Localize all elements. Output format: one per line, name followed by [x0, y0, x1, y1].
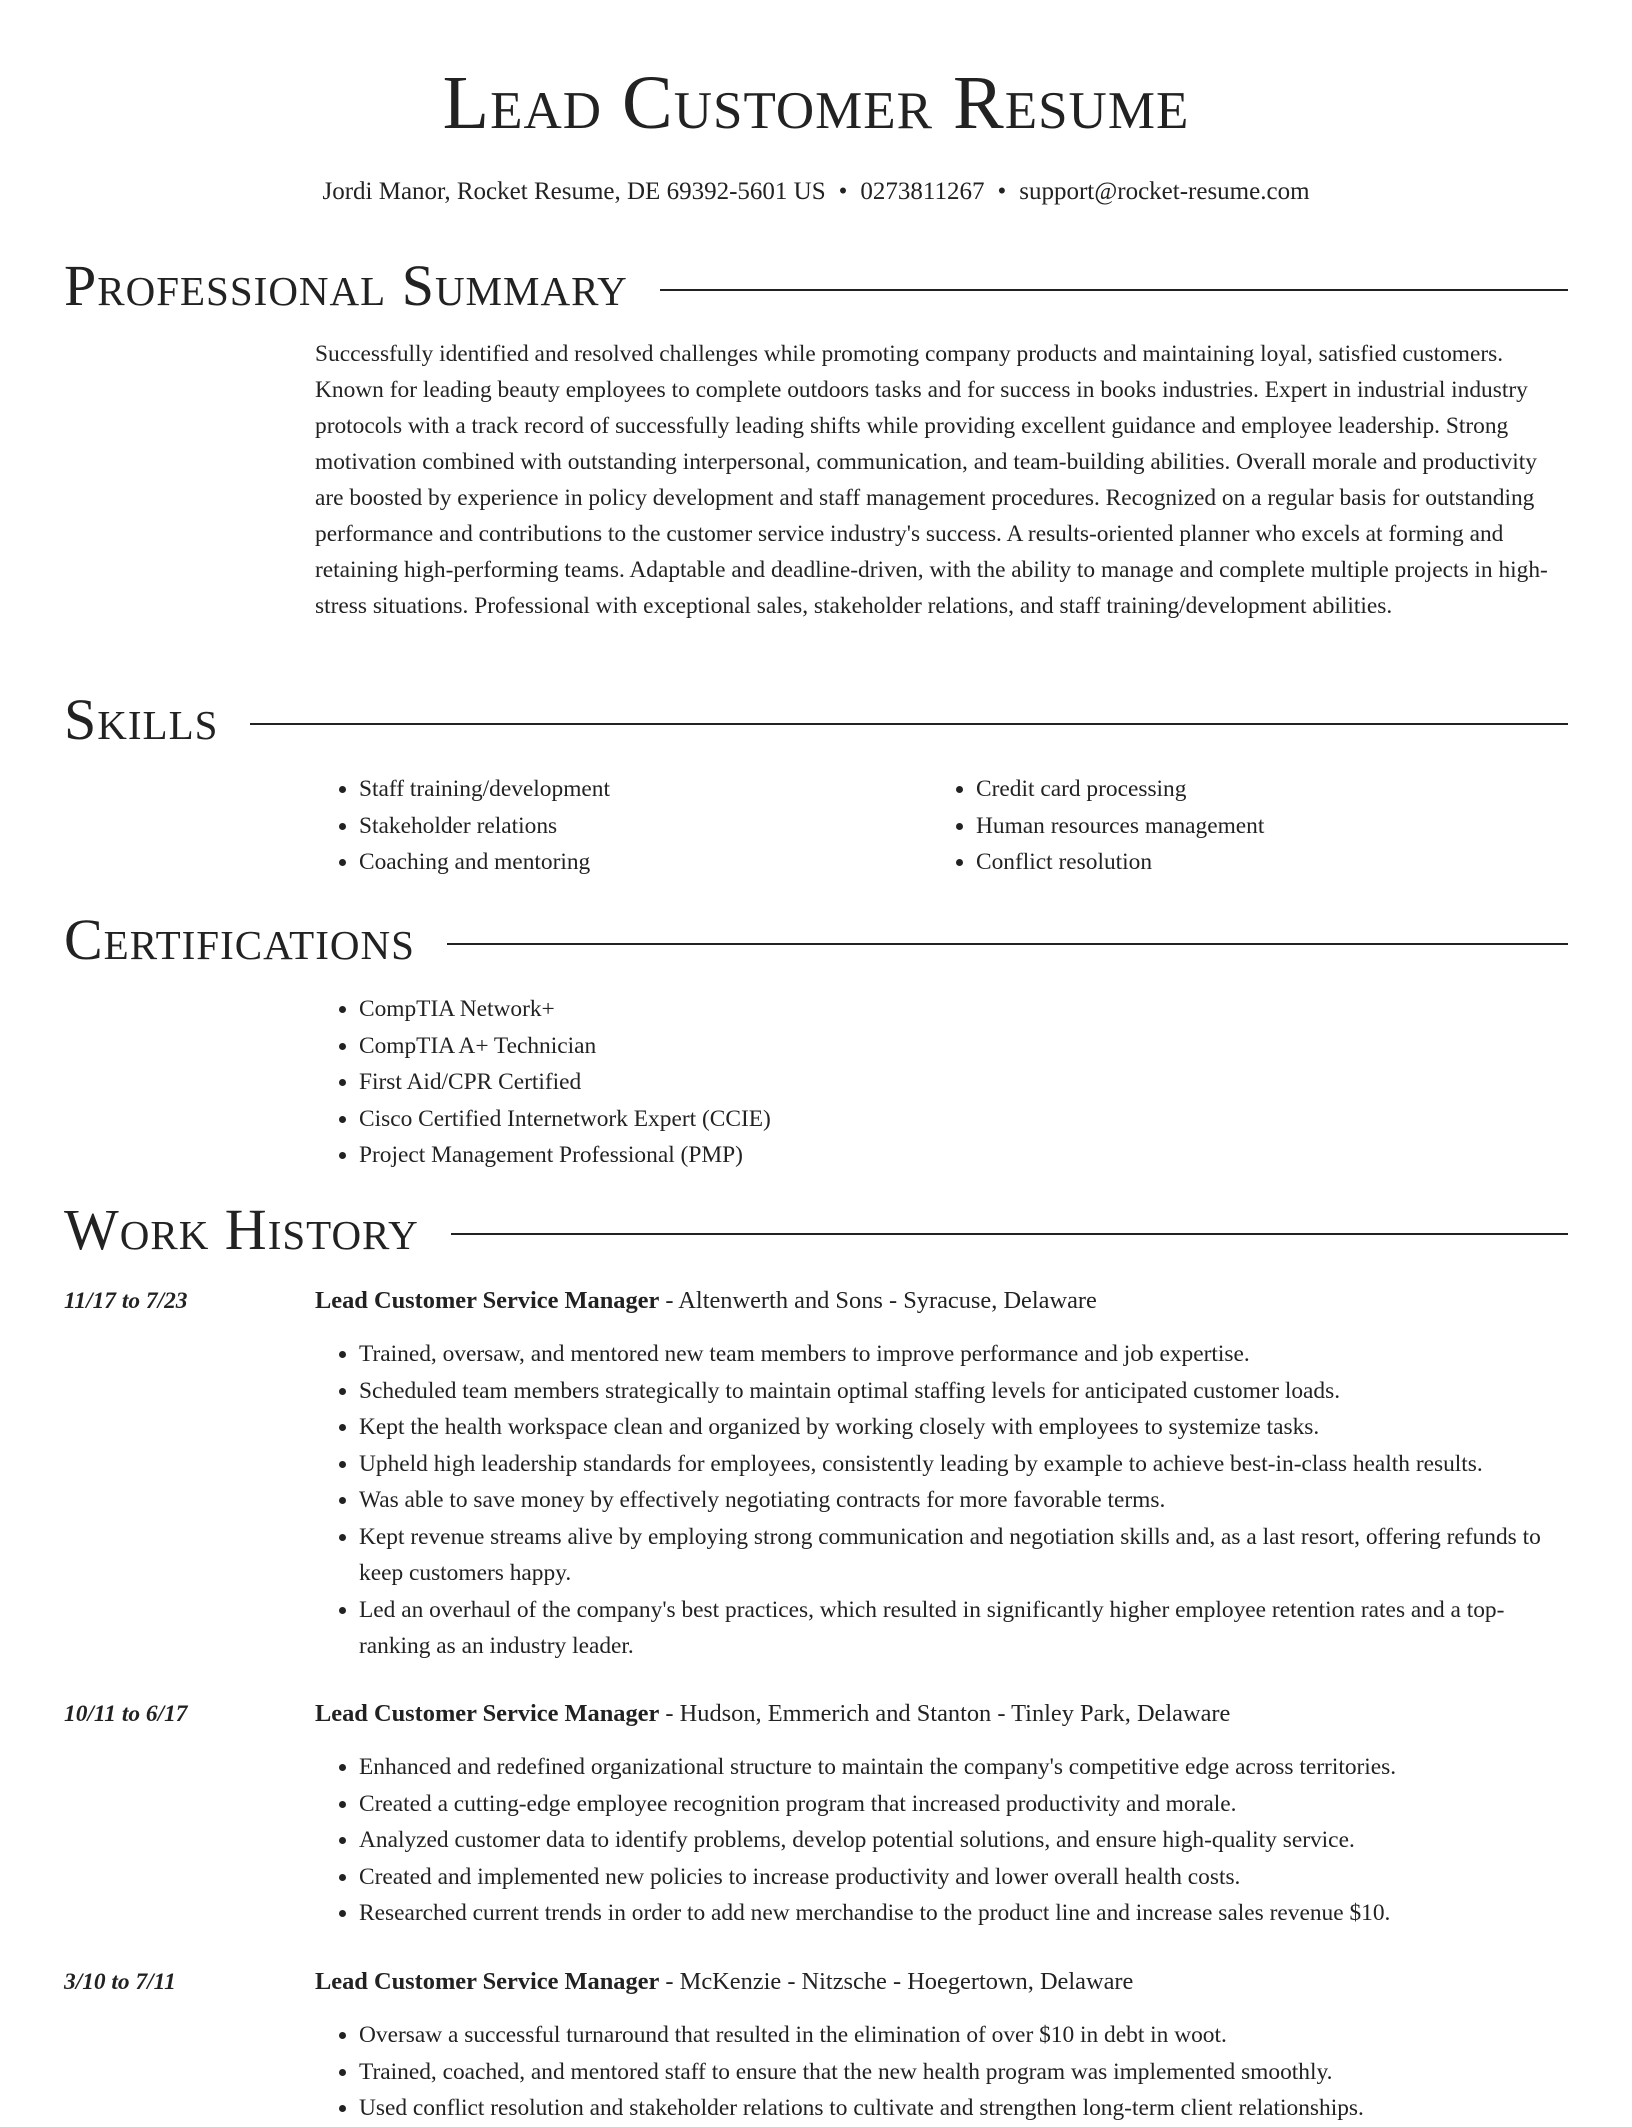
job-title-line: [315, 1283, 1097, 1319]
skills-column-right: [932, 771, 1549, 881]
skill-item: • Credit card processing: [976, 771, 1549, 808]
job-duty: • Enhanced and redefined organizational structure to maintain the company's competitive edge across territories.: [359, 1749, 1568, 1786]
contact-separator: •: [997, 178, 1007, 205]
job-entry: [64, 1283, 1568, 1665]
job-duty: • Trained, coached, and mentored staff to ensure that the new health program was implemented smoothly.: [359, 2054, 1568, 2091]
skill-item: • Conflict resolution: [976, 844, 1549, 881]
certifications-list: [315, 991, 1568, 1174]
section-divider: [447, 943, 1568, 945]
section-title: Certifications: [64, 907, 415, 972]
contact-separator: •: [838, 178, 848, 205]
job-title-line: [315, 1696, 1230, 1732]
job-duty: • Trained, oversaw, and mentored new team members to improve performance and job expertise.: [359, 1336, 1568, 1373]
section-divider: [451, 1233, 1568, 1235]
job-entry: [64, 1696, 1568, 1932]
job-dates: 11/17 to 7/23: [64, 1288, 188, 1314]
summary-text: Successfully identified and resolved challenges while promoting company products and maintaining loyal, satisfied customers. Known for leading beauty employees to complete outdoors tasks and for success in books industries. Expert in industrial industry protocols with a track record of successfully leading shifts while providing excellent guidance and employee leadership. Strong motivation combined with outstanding interpersonal, communication, and team-building abilities. Overall morale and productivity are boosted by experience in policy development and staff management procedures. Recognized on a regular basis for outstanding performance and contributions to the customer service industry's success. A results-oriented planner who excels at forming and retaining high-performing teams. Adaptable and deadline-driven, with the ability to manage and complete multiple projects in high-stress situations. Professional with exceptional sales, stakeholder relations, and staff training/development abilities.: [315, 341, 1548, 619]
job-entry: [64, 1964, 1568, 2127]
job-employer: - Hudson, Emmerich and Stanton - Tinley Park, Delaware: [659, 1700, 1231, 1727]
job-role: Lead Customer Service Manager: [315, 1700, 660, 1727]
job-duty: • Used conflict resolution and stakeholder relations to cultivate and strengthen long-term client relationships.: [359, 2090, 1568, 2127]
job-role: Lead Customer Service Manager: [315, 1287, 660, 1314]
job-role: Lead Customer Service Manager: [315, 1968, 660, 1995]
job-duty: • Created and implemented new policies to increase productivity and lower overall health costs.: [359, 1859, 1568, 1896]
certification-item: • CompTIA Network+: [359, 991, 1568, 1028]
section-header-work-history: [64, 1198, 1568, 1262]
section-header-summary: [64, 254, 1568, 318]
certification-item: • First Aid/CPR Certified: [359, 1064, 1568, 1101]
job-duties: [315, 2017, 1568, 2127]
job-duties: [315, 1336, 1568, 1665]
skill-item: • Human resources management: [976, 808, 1549, 845]
job-duty: • Kept the health workspace clean and organized by working closely with employees to systemize tasks.: [359, 1409, 1568, 1446]
contact-email: support@rocket-resume.com: [1019, 178, 1310, 205]
certification-item: • Project Management Professional (PMP): [359, 1137, 1568, 1174]
skill-item: • Stakeholder relations: [359, 808, 932, 845]
resume-title: Lead Customer Resume: [442, 61, 1190, 145]
section-title: Skills: [64, 687, 219, 752]
job-employer: - McKenzie - Nitzsche - Hoegertown, Delaware: [659, 1968, 1134, 1995]
job-duty: • Upheld high leadership standards for employees, consistently leading by example to achieve best-in-class health results.: [359, 1446, 1568, 1483]
certification-item: • CompTIA A+ Technician: [359, 1028, 1568, 1065]
section-header-certifications: [64, 908, 1568, 972]
job-duty: • Scheduled team members strategically to maintain optimal staffing levels for anticipated customer loads.: [359, 1373, 1568, 1410]
job-duty: • Kept revenue streams alive by employing strong communication and negotiation skills and, as a last resort, offering refunds to keep customers happy.: [359, 1519, 1568, 1592]
job-title-line: [315, 1964, 1133, 2000]
contact-address: Jordi Manor, Rocket Resume, DE 69392-5601 US: [322, 178, 826, 205]
job-dates: 10/11 to 6/17: [64, 1701, 188, 1727]
section-header-skills: [64, 688, 1568, 752]
job-duties: [315, 1749, 1568, 1932]
contact-line: [64, 174, 1568, 210]
job-duty: • Led an overhaul of the company's best practices, which resulted in significantly higher employee retention rates and a top-ranking as an industry leader.: [359, 1592, 1568, 1665]
contact-phone: 0273811267: [860, 178, 985, 205]
skill-item: • Staff training/development: [359, 771, 932, 808]
skill-item: • Coaching and mentoring: [359, 844, 932, 881]
section-title: Professional Summary: [64, 253, 628, 318]
job-duty: • Analyzed customer data to identify problems, develop potential solutions, and ensure high-quality service.: [359, 1822, 1568, 1859]
section-divider: [660, 289, 1568, 291]
section-divider: [250, 723, 1568, 725]
certification-item: • Cisco Certified Internetwork Expert (CCIE): [359, 1101, 1568, 1138]
job-duty: • Was able to save money by effectively negotiating contracts for more favorable terms.: [359, 1482, 1568, 1519]
skills-list: [315, 771, 1568, 881]
job-employer: - Altenwerth and Sons - Syracuse, Delaware: [659, 1287, 1097, 1314]
section-title: Work History: [64, 1197, 419, 1262]
job-duty: • Researched current trends in order to add new merchandise to the product line and increase sales revenue $10.: [359, 1895, 1568, 1932]
job-duty: • Oversaw a successful turnaround that resulted in the elimination of over $10 in debt in woot.: [359, 2017, 1568, 2054]
job-duty: • Created a cutting-edge employee recognition program that increased productivity and morale.: [359, 1786, 1568, 1823]
skills-column-left: [315, 771, 932, 881]
job-dates: 3/10 to 7/11: [64, 1969, 176, 1995]
